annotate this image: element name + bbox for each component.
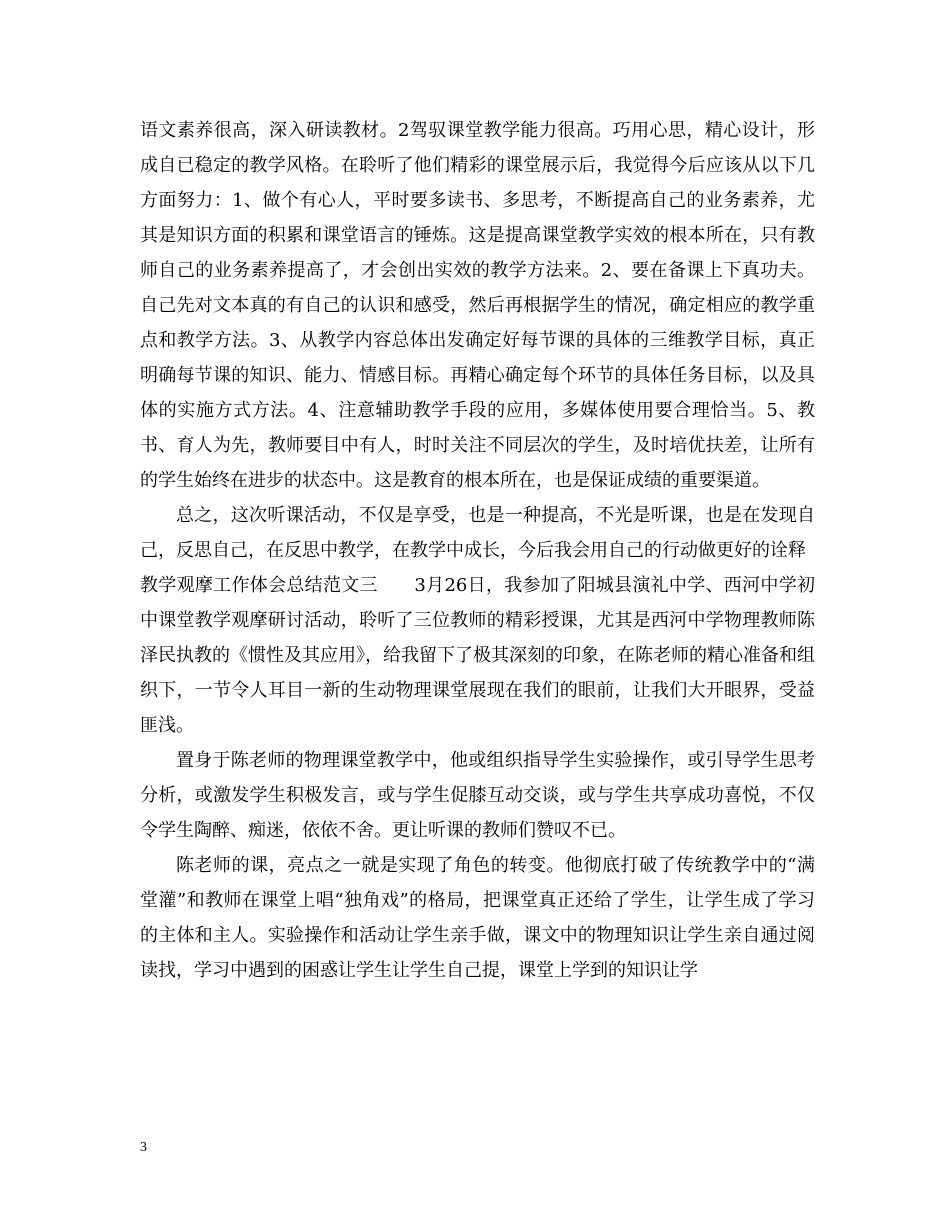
body-paragraph: 语文素养很高，深入研读教材。2驾驭课堂教学能力很高。巧用心思，精心设计，形成自已稳定的教学风格。在聆听了他们精彩的课堂展示后，我觉得今后应该从以下几方面努力：1、做个有心人，平时要多读书、多思考，不断提高自己的业务素养，尤其是知识方面的积累和课堂语言的锤炼。这是提高课堂教学实效的根本所在，只有教师自己的业务素养提高了，才会创出实效的教学方法来。2、要在备课上下真功夫。自己先对文本真的有自己的认识和感受，然后再根据学生的情况，确定相应的教学重点和教学方法。3、从教学内容总体出发确定好每节课的具体的三维教学目标，真正明确每节课的知识、能力、情感目标。再精心确定每个环节的具体任务目标，以及具体的实施方式方法。4、注意辅助教学手段的应用，多媒体使用要合理恰当。5、教书、育人为先，教师要目中有人，时时关注不同层次的学生，及时培优扶差，让所有的学生始终在进步的状态中。这是教育的根本所在，也是保证成绩的重要渠道。 xyxy=(140,120,815,491)
body-paragraph: 置身于陈老师的物理课堂教学中，他或组织指导学生实验操作，或引导学生思考分析，或激发学生积极发言，或与学生促膝互动交谈，或与学生共享成功喜悦，不仅令学生陶醉、痴迷，依依不舍。更让听课的教师们赞叹不已。 xyxy=(140,750,815,841)
document-body xyxy=(140,113,815,988)
body-paragraph: 陈老师的课，亮点之一就是实现了角色的转变。他彻底打破了传统教学中的“满堂灌”和教师在课堂上唱“独角戏”的格局，把课堂真正还给了学生，让学生成了学习的主体和主人。实验操作和活动让学生亲手做，课文中的物理知识让学生亲自通过阅读找，学习中遇到的困惑让学生让学生自己提，课堂上学到的知识让学 xyxy=(140,855,815,981)
body-paragraph: 教学观摩工作体会总结范文三 3月26日，我参加了阳城县演礼中学、西河中学初中课堂教学观摩研讨活动，聆听了三位教师的精彩授课，尤其是西河中学物理教师陈泽民执教的《惯性及其应用》，给我留下了极其深刻的印象，在陈老师的精心准备和组织下，一节令人耳目一新的生动物理课堂展现在我们的眼前，让我们大开眼界，受益匪浅。 xyxy=(140,575,815,736)
body-paragraph: 总之，这次听课活动，不仅是享受，也是一种提高，不光是听课，也是在发现自己，反思自己，在反思中教学，在教学中成长，今后我会用自己的行动做更好的诠释 xyxy=(140,505,815,561)
page-number: 3 xyxy=(140,1140,147,1155)
